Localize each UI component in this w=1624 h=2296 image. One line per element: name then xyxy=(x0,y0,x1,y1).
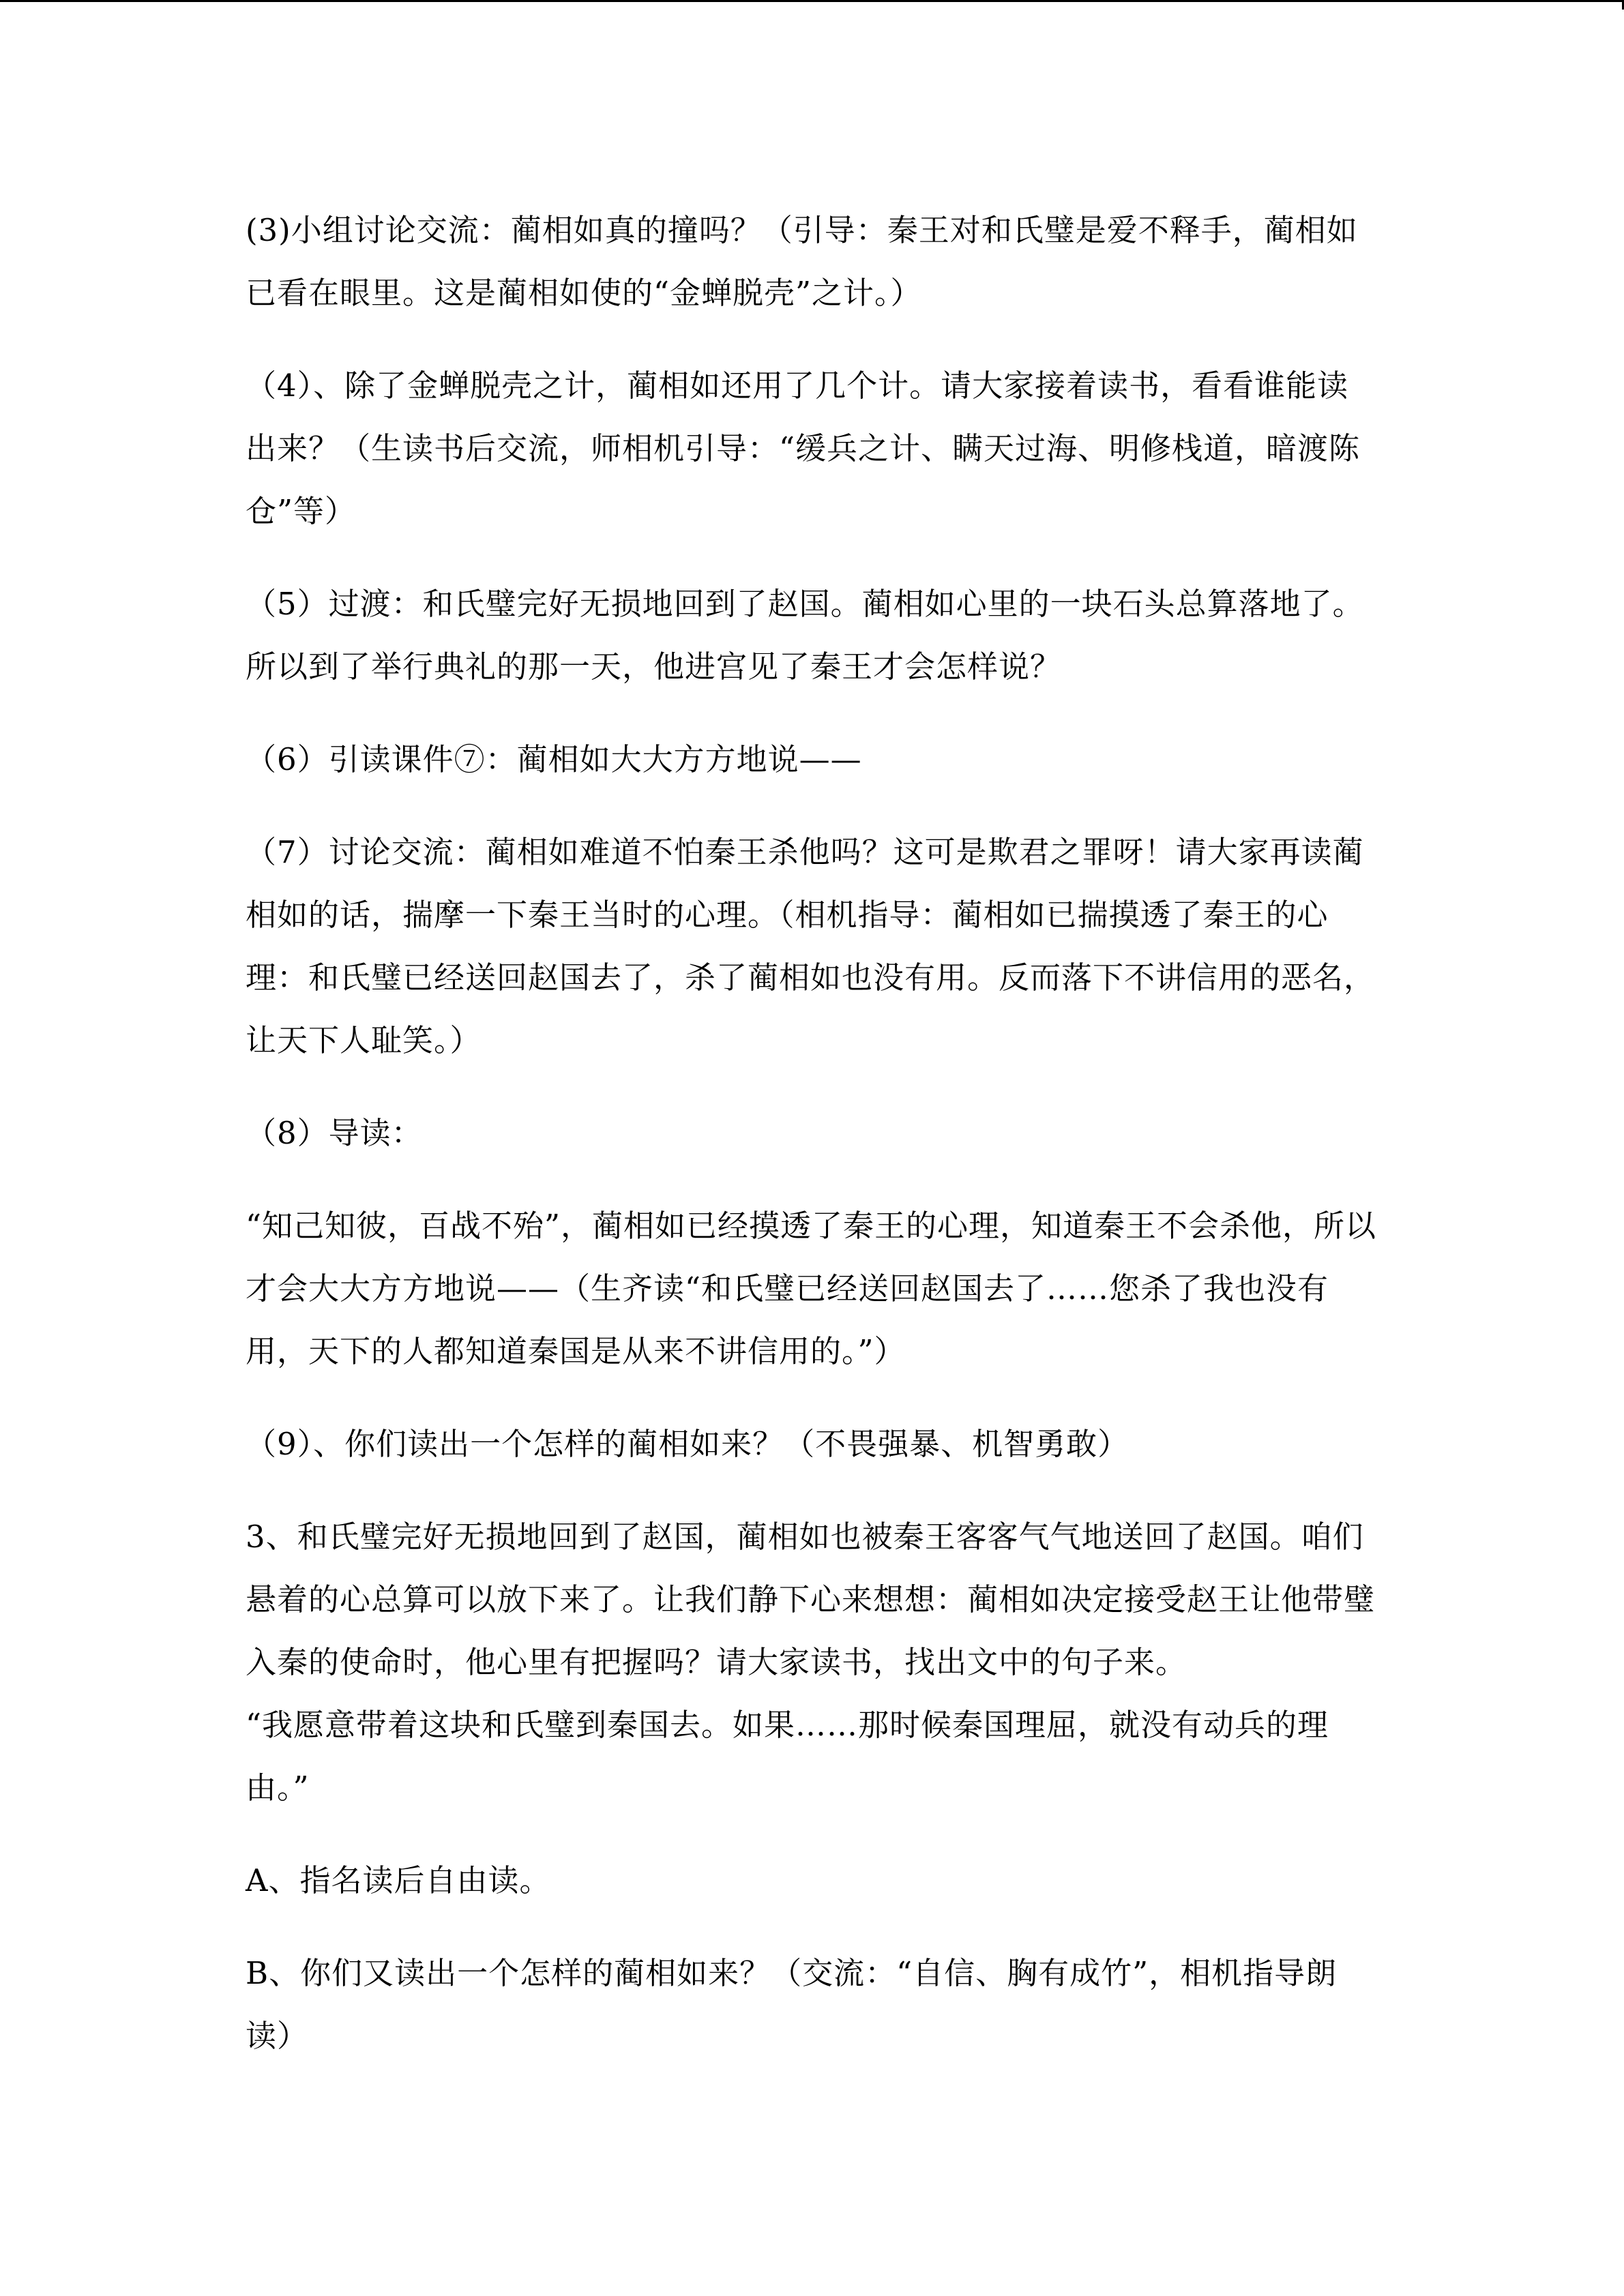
paragraph-3-discussion: (3)小组讨论交流：蔺相如真的撞吗？（引导：秦王对和氏璧是爱不释手，蔺相如已看在眼里。这是蔺相如使的“金蝉脱壳”之计。） xyxy=(246,212,1358,311)
paragraph-4-strategies: （4）、除了金蝉脱壳之计，蔺相如还用了几个计。请大家接着读书，看看谁能读出来？（生读书后交流，师相机引导：“缓兵之计、瞒天过海、明修栈道，暗渡陈仓”等） xyxy=(246,368,1361,529)
paragraph-quote: “我愿意带着这块和氏璧到秦国去。如果……那时候秦国理屈，就没有动兵的理由。” xyxy=(246,1707,1329,1806)
paragraph-8-body: “知己知彼，百战不殆”，蔺相如已经摸透了秦王的心理，知道秦王不会杀他，所以才会大大方方地说——（生齐读“和氏璧已经送回赵国去了……您杀了我也没有用，天下的人都知道秦国是从来不讲信用的。”） xyxy=(246,1208,1377,1369)
paragraph-5-transition: （5）过渡：和氏璧完好无损地回到了赵国。蔺相如心里的一块石头总算落地了。所以到了举行典礼的那一天，他进宫见了秦王才会怎样说？ xyxy=(246,586,1364,685)
paragraph-item-a: A、指名读后自由读。 xyxy=(246,1862,551,1898)
paragraph-7-discussion: （7）讨论交流：蔺相如难道不怕秦王杀他吗？这可是欺君之罪呀！请大家再读蔺相如的话，揣摩一下秦王当时的心理。（相机指导：蔺相如已揣摸透了秦王的心理：和氏璧已经送回赵国去了，杀了蔺相如也没有用。反而落下不讲信用的恶名，让天下人耻笑。） xyxy=(246,834,1376,1058)
paragraph-item-b: B、你们又读出一个怎样的蔺相如来？（交流：“自信、胸有成竹”，相机指导朗读） xyxy=(246,1955,1338,2054)
document-page xyxy=(246,199,1378,2068)
paragraph-8-heading: （8）导读： xyxy=(246,1115,423,1151)
paragraph-6-guided-reading: （6）引读课件⑦：蔺相如大大方方地说—— xyxy=(246,741,862,777)
page-top-border xyxy=(0,0,1624,2)
paragraph-section-3: 3、和氏璧完好无损地回到了赵国，蔺相如也被秦王客客气气地送回了赵国。咱们悬着的心总算可以放下来了。让我们静下心来想想：蔺相如决定接受赵王让他带璧入秦的使命时，他心里有把握吗？请大家读书，找出文中的句子来。 xyxy=(246,1519,1376,1680)
paragraph-9-question: （9）、你们读出一个怎样的蔺相如来？（不畏强暴、机智勇敢） xyxy=(246,1426,1130,1462)
